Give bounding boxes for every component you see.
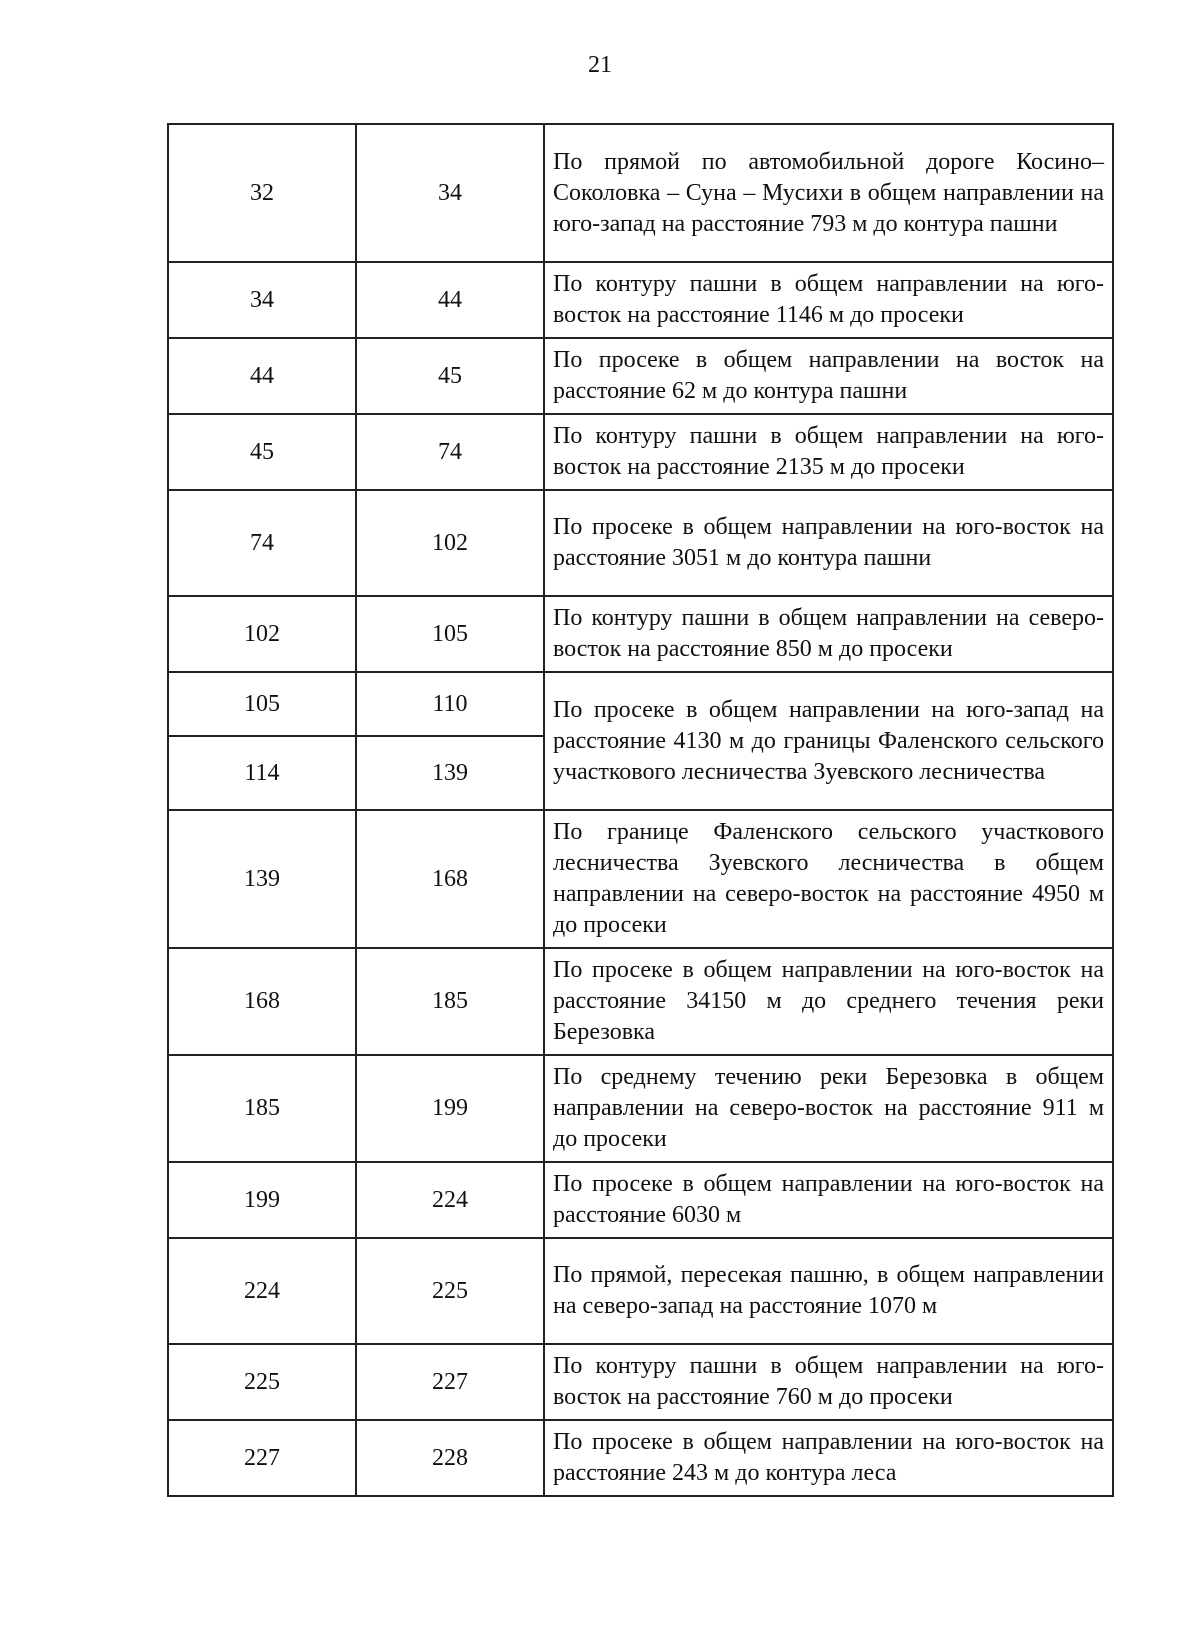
from-point-cell: 199 [168,1162,356,1238]
from-point-cell: 114 [168,736,356,810]
to-point-cell: 228 [356,1420,544,1496]
boundary-table [167,123,1114,1497]
route-description-cell: По границе Фаленского сельского участкового лесничества Зуевского лесничества в общем направлении на северо-восток на расстояние 4950 м до просеки [544,810,1113,948]
table-row [168,1162,1113,1238]
from-point-cell: 74 [168,490,356,596]
from-point-cell: 227 [168,1420,356,1496]
from-point-cell: 224 [168,1238,356,1344]
from-point-cell: 168 [168,948,356,1055]
route-description-cell: По контуру пашни в общем направлении на юго-восток на расстояние 760 м до просеки [544,1344,1113,1420]
to-point-cell: 110 [356,672,544,736]
to-point-cell: 225 [356,1238,544,1344]
route-description-cell: По просеке в общем направлении на юго-восток на расстояние 34150 м до среднего течения реки Березовка [544,948,1113,1055]
route-description-cell: По прямой, пересекая пашню, в общем направлении на северо-запад на расстояние 1070 м [544,1238,1113,1344]
table-row [168,672,1113,736]
to-point-cell: 45 [356,338,544,414]
table-row [168,1420,1113,1496]
to-point-cell: 224 [356,1162,544,1238]
route-description-cell: По просеке в общем направлении на юго-восток на расстояние 6030 м [544,1162,1113,1238]
route-description-cell: По просеке в общем направлении на юго-восток на расстояние 243 м до контура леса [544,1420,1113,1496]
table-row [168,124,1113,262]
table-row [168,414,1113,490]
from-point-cell: 105 [168,672,356,736]
table-row [168,810,1113,948]
to-point-cell: 227 [356,1344,544,1420]
route-description-cell: По контуру пашни в общем направлении на юго-восток на расстояние 2135 м до просеки [544,414,1113,490]
from-point-cell: 139 [168,810,356,948]
to-point-cell: 185 [356,948,544,1055]
from-point-cell: 34 [168,262,356,338]
from-point-cell: 44 [168,338,356,414]
route-description-cell: По прямой по автомобильной дороге Косино–Соколовка – Суна – Мусихи в общем направлении на юго-запад на расстояние 793 м до контура пашни [544,124,1113,262]
route-description-cell: По контуру пашни в общем направлении на северо-восток на расстояние 850 м до просеки [544,596,1113,672]
from-point-cell: 225 [168,1344,356,1420]
table-row [168,1238,1113,1344]
table-row [168,948,1113,1055]
table-row [168,1055,1113,1162]
route-description-cell: По просеке в общем направлении на восток на расстояние 62 м до контура пашни [544,338,1113,414]
table-row [168,490,1113,596]
route-description-cell: По контуру пашни в общем направлении на юго-восток на расстояние 1146 м до просеки [544,262,1113,338]
table-row [168,262,1113,338]
to-point-cell: 199 [356,1055,544,1162]
route-description-cell: По просеке в общем направлении на юго-восток на расстояние 3051 м до контура пашни [544,490,1113,596]
route-description-cell: По просеке в общем направлении на юго-запад на расстояние 4130 м до границы Фаленского сельского участкового лесничества Зуевского лесничества [544,672,1113,810]
from-point-cell: 45 [168,414,356,490]
to-point-cell: 139 [356,736,544,810]
from-point-cell: 32 [168,124,356,262]
route-description-cell: По среднему течению реки Березовка в общем направлении на северо-восток на расстояние 911 м до просеки [544,1055,1113,1162]
to-point-cell: 168 [356,810,544,948]
table-row [168,338,1113,414]
table-row [168,1344,1113,1420]
from-point-cell: 102 [168,596,356,672]
to-point-cell: 105 [356,596,544,672]
to-point-cell: 74 [356,414,544,490]
table-row [168,596,1113,672]
page-number: 21 [588,52,612,78]
to-point-cell: 102 [356,490,544,596]
to-point-cell: 44 [356,262,544,338]
to-point-cell: 34 [356,124,544,262]
from-point-cell: 185 [168,1055,356,1162]
